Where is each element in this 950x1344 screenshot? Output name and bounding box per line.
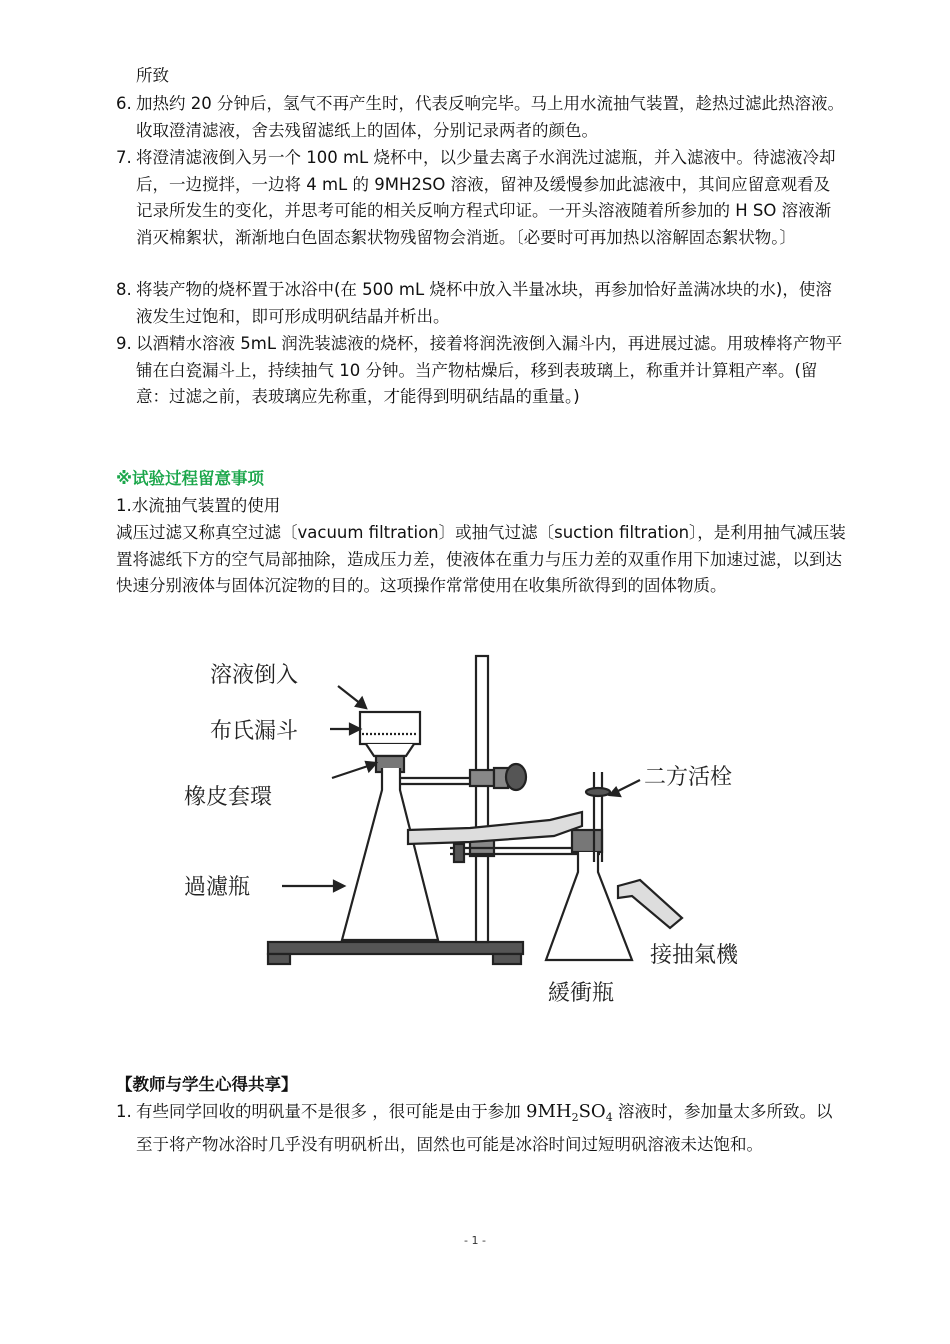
stand-foot-right [493,954,521,964]
step-text: 加热约 20 分钟后，氢气不再产生时，代表反响完毕。马上用水流抽气装置，趁热过滤此热溶液。收取澄清滤液，舍去残留滤纸上的固体，分别记录两者的颜色。 [136,94,844,140]
notes-heading: ※试验过程留意事项 [116,469,265,488]
stand-foot-left [268,954,290,964]
step-number: 8. [116,280,132,299]
label-buffer-flask: 緩衝瓶 [548,981,615,1006]
share-text-a: 有些同学回收的明矾量不是很多 ，很可能是由于参加 [136,1102,521,1121]
notes-paragraph: 减压过滤又称真空过滤〔vacuum filtration〕或抽气过滤〔suction filtration〕，是利用抽气减压装置将滤纸下方的空气局部抽除，造成压力差，使液体在重力与压力差的双重作用下加速过滤，以到达快速分别液体与固体沉淀物的目的。这项操作常常使用在收集所欲得到的固体物质。 [116,523,846,595]
step-text: 将澄清滤液倒入另一个 100 mL 烧杯中，以少量去离子水润洗过滤瓶，并入滤液中。待滤液冷却后，一边搅拌，一边将 4 mL 的 9MH2SO 溶液，留神及缓慢参加此滤液中，其间应留意观看及记录所发生的变化，并思考可能的相关反响方程式印证。一开头溶液随着所参加的 H SO 溶液渐消灭棉絮状，渐渐地白色固态絮状物残留物会消逝。〔必要时可再加热以溶解固态絮状物。〕 [136,148,836,247]
buffer-stopper [572,830,602,852]
continued-text: 所致 [136,66,169,85]
step-8 [116,277,846,330]
stand-base [268,942,523,954]
label-to-aspirator: 接抽氣機 [650,943,739,968]
step-text: 以酒精水溶液 5mL 润洗装滤液的烧杯，接着将润洗液倒入漏斗内，再进展过滤。用玻棒将产物平铺在白瓷漏斗上，持续抽气 10 分钟。当产物枯燥后，移到表玻璃上，称重并计算粗产率。(留意：过滤之前，表玻璃应先称重，才能得到明矾结晶的重量。) [136,334,843,406]
label-filter-flask: 過濾瓶 [184,875,251,900]
stand-rod [476,656,488,942]
share-text-b: 溶液时，参加量太多所致。以至于将产物冰浴时几乎没有明矾析出，固然也可能是冰浴时间过短明矾溶液未达饱和。 [136,1102,833,1154]
aspirator-tube [618,880,682,928]
label-rubber-ring: 橡皮套環 [184,785,273,810]
page-number: - 1 - [464,1234,486,1247]
step-6 [116,91,846,144]
clamp-holder [470,770,494,786]
step-9 [116,331,846,411]
label-pour-in: 溶液倒入 [210,663,299,688]
buchner-funnel [360,712,420,744]
vacuum-hose [408,812,582,844]
step-7 [116,145,846,251]
formula: $9MH_2SO_4$ [526,1101,613,1124]
clamp-screw-icon [506,764,526,790]
share-heading: 【教师与学生心得共享】 [116,1075,298,1094]
label-two-way-valve: 二方活栓 [644,765,733,790]
step-number: 6. [116,94,132,113]
notes-subheading: 1.水流抽气装置的使用 [116,496,281,515]
filter-flask [342,768,438,940]
step-number: 9. [116,334,132,353]
step-text: 将装产物的烧杯置于冰浴中(在 500 mL 烧杯中放入半量冰块，再参加恰好盖满冰块的水)，使溶液发生过饱和，即可形成明矾结晶并析出。 [136,280,832,326]
share-item-1 [116,1099,846,1158]
vacuum-filtration-diagram [170,650,780,1015]
share-number: 1. [116,1102,132,1121]
step-number: 7. [116,148,132,167]
buffer-flask [546,852,632,960]
label-buchner: 布氏漏斗 [210,719,299,744]
